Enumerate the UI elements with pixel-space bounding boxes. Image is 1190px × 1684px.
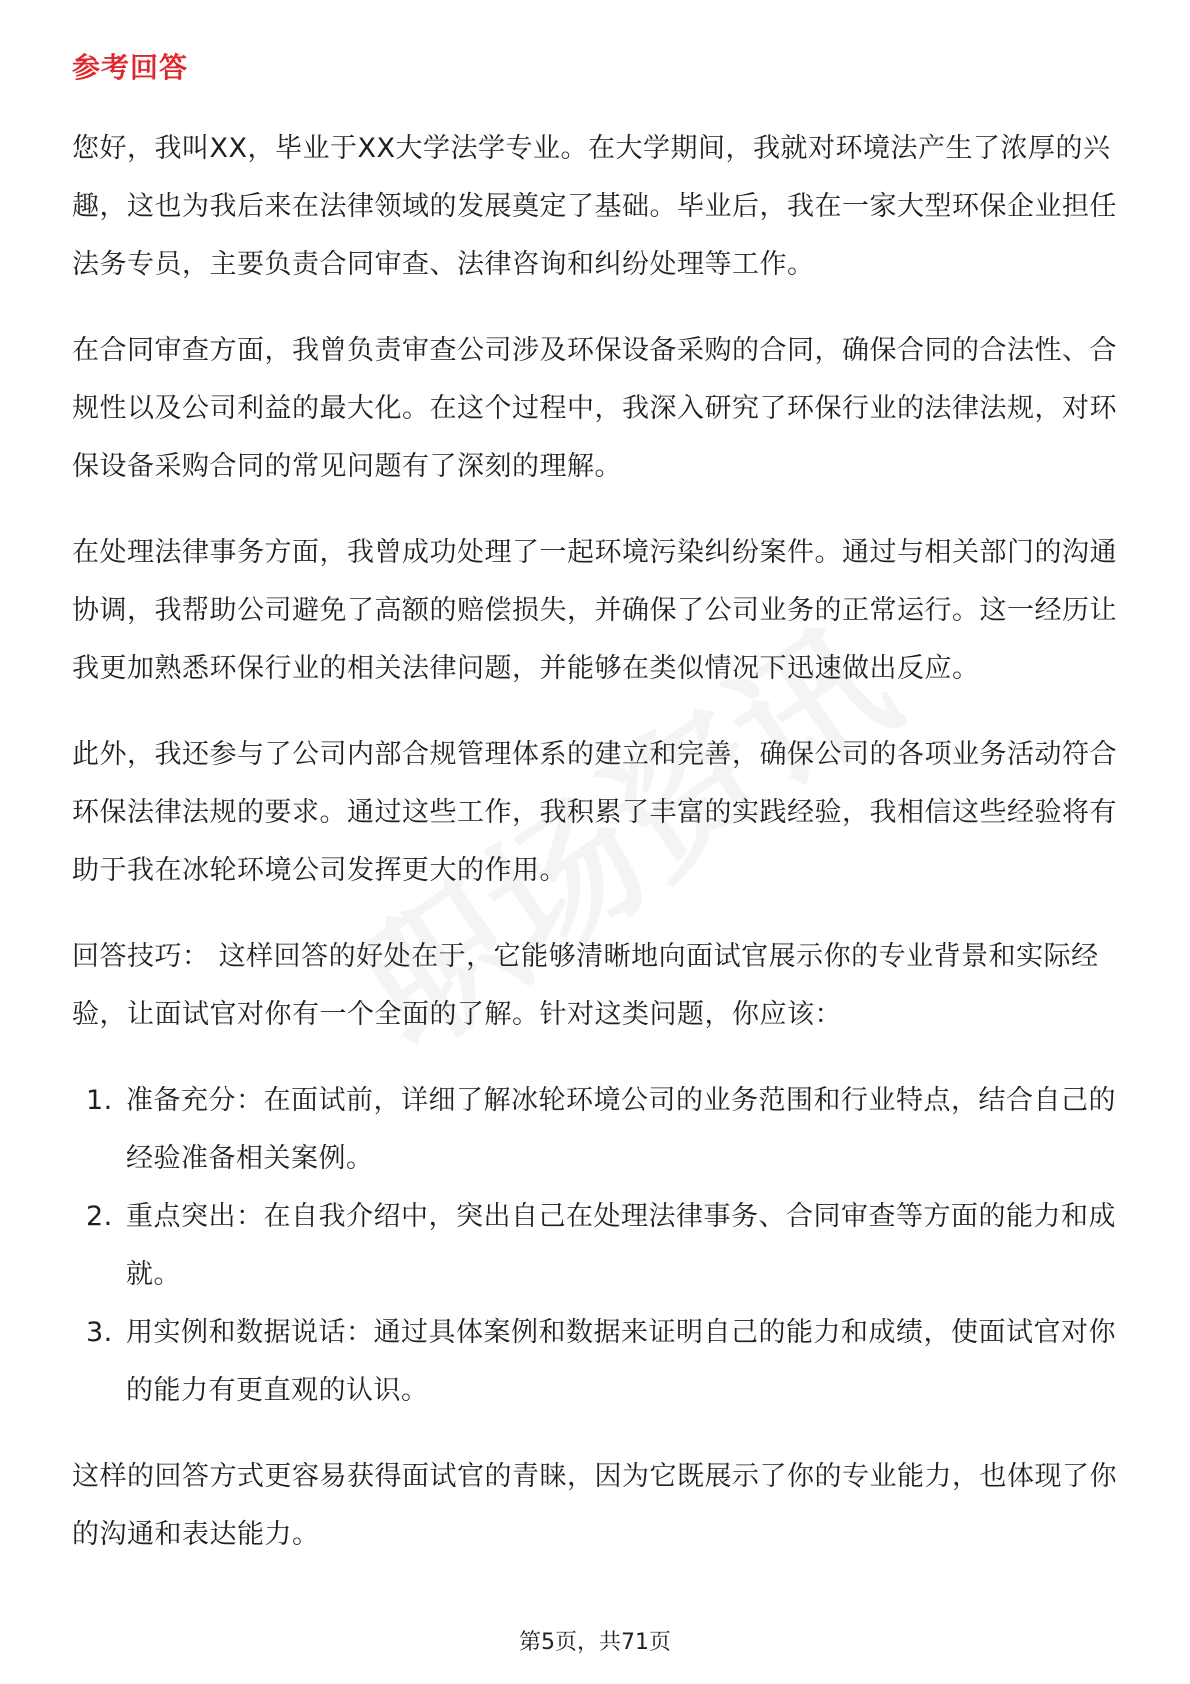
tips-list <box>72 1072 1132 1420</box>
list-item-number: 1. <box>86 1085 113 1116</box>
document-page <box>72 48 1132 1592</box>
paragraph-compliance: 此外，我还参与了公司内部合规管理体系的建立和完善，确保公司的各项业务活动符合环保法律法规的要求。通过这些工作，我积累了丰富的实践经验，我相信这些经验将有助于我在冰轮环境公司发挥更大的作用。 <box>72 739 1117 886</box>
list-item-text: 准备充分：在面试前，详细了解冰轮环境公司的业务范围和行业特点，结合自己的经验准备相关案例。 <box>126 1085 1116 1174</box>
list-item <box>72 1072 1132 1188</box>
paragraph-legal-affairs: 在处理法律事务方面，我曾成功处理了一起环境污染纠纷案件。通过与相关部门的沟通协调，我帮助公司避免了高额的赔偿损失，并确保了公司业务的正常运行。这一经历让我更加熟悉环保行业的相关法律问题，并能够在类似情况下迅速做出反应。 <box>72 537 1117 684</box>
list-item <box>72 1188 1132 1304</box>
paragraph-contract-review: 在合同审查方面，我曾负责审查公司涉及环保设备采购的合同，确保合同的合法性、合规性以及公司利益的最大化。在这个过程中，我深入研究了环保行业的法律法规，对环保设备采购合同的常见问题有了深刻的理解。 <box>72 335 1117 482</box>
list-item-text: 用实例和数据说话：通过具体案例和数据来证明自己的能力和成绩，使面试官对你的能力有更直观的认识。 <box>126 1317 1116 1406</box>
paragraph-intro: 您好，我叫XX，毕业于XX大学法学专业。在大学期间，我就对环境法产生了浓厚的兴趣，这也为我后来在法律领域的发展奠定了基础。毕业后，我在一家大型环保企业担任法务专员，主要负责合同审查、法律咨询和纠纷处理等工作。 <box>72 133 1117 280</box>
list-item <box>72 1304 1132 1420</box>
paragraph-closing: 这样的回答方式更容易获得面试官的青睐，因为它既展示了你的专业能力，也体现了你的沟通和表达能力。 <box>72 1461 1117 1550</box>
list-item-number: 3. <box>86 1317 113 1348</box>
paragraph-answer-tips: 回答技巧： 这样回答的好处在于，它能够清晰地向面试官展示你的专业背景和实际经验，让面试官对你有一个全面的了解。针对这类问题，你应该： <box>72 941 1099 1030</box>
list-item-text: 重点突出：在自我介绍中，突出自己在处理法律事务、合同审查等方面的能力和成就。 <box>126 1201 1116 1290</box>
page-number-footer: 第5页，共71页 <box>519 1630 671 1655</box>
list-item-number: 2. <box>86 1201 113 1232</box>
section-title: 参考回答 <box>72 51 189 84</box>
